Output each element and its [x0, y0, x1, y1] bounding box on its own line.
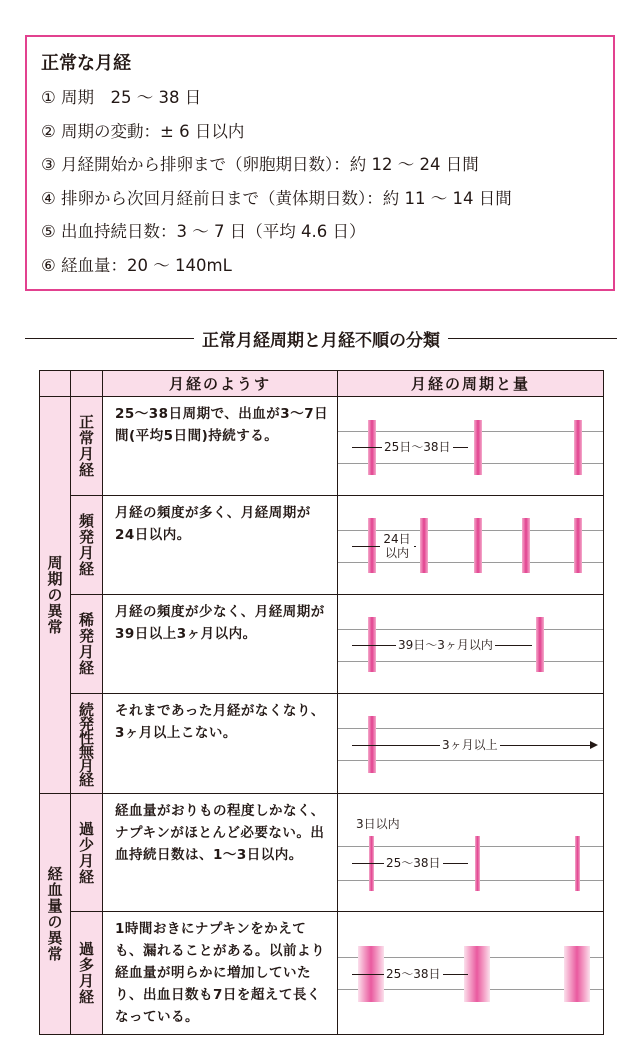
menstruation-bar [474, 420, 482, 475]
cycle-label: 25～38日 [386, 856, 441, 870]
row-desc-hypermenorrhea: 1時間おきにナプキンをかえても、漏れることがある。以前より経血量が明らかに増加していたり、出血日数も7日を超えて長くなっている。 [102, 911, 338, 1035]
group-volume-abnormality: 経血量の異常 [39, 793, 71, 1035]
arrow-right-icon [590, 741, 598, 749]
row-name-infrequent: 稀発月経 [70, 594, 103, 694]
row-name-hypomenorrhea: 過少月経 [70, 793, 103, 912]
menstruation-bar [475, 836, 480, 891]
row-name-frequent: 頻発月経 [70, 495, 103, 595]
menstruation-bar [474, 518, 482, 573]
row-name-secondary-amenorrhea: 続発性無月経 [70, 693, 103, 794]
normal-menstruation-box [25, 35, 615, 291]
row-desc-normal: 25～38日周期で、出血が3～7日間(平均5日間)持続する。 [102, 396, 338, 496]
row-diagram-normal [337, 396, 604, 496]
row-desc-frequent: 月経の頻度が多く、月経周期が24日以内。 [102, 495, 338, 595]
row-desc-infrequent: 月経の頻度が少なく、月経周期が39日以上3ヶ月以内。 [102, 594, 338, 694]
title-rule-right [448, 338, 617, 339]
menstruation-bar [522, 518, 530, 573]
row-desc-secondary-amenorrhea: それまであった月経がなくなり、3ヶ月以上こない。 [102, 693, 338, 794]
box-item-bleeding-days: ⑤ 出血持続日数：3 ～ 7 日（平均 4.6 日） [41, 222, 366, 241]
row-diagram-infrequent [337, 594, 604, 694]
bleeding-days-note: 3日以内 [356, 817, 400, 831]
box-item-blood-volume: ⑥ 経血量：20 ～ 140mL [41, 255, 232, 275]
group-cycle-abnormality: 周期の異常 [39, 396, 71, 794]
grid-line [338, 629, 603, 630]
row-diagram-frequent [337, 495, 604, 595]
cycle-label: 25～38日 [386, 967, 441, 981]
menstruation-bar [420, 518, 428, 573]
box-item-cycle: ① 周期 25 ～ 38 日 [41, 88, 202, 107]
section-title [25, 323, 617, 353]
menstruation-bar [536, 617, 544, 672]
box-item-luteal-phase: ④ 排卵から次回月経前日まで（黄体期日数）：約 11 ～ 14 日間 [41, 188, 512, 208]
grid-line [338, 431, 603, 432]
title-rule-left [25, 338, 194, 339]
header-corner-left [39, 370, 71, 397]
cycle-label: 25日～38日 [384, 440, 451, 454]
grid-line [338, 846, 603, 847]
row-desc-hypomenorrhea: 経血量がおりもの程度しかなく、ナプキンがほとんど必要ない。出血持続日数は、1～3日以内。 [102, 793, 338, 912]
menstruation-bar [574, 420, 582, 475]
row-diagram-hypomenorrhea [337, 793, 604, 912]
row-diagram-hypermenorrhea [337, 911, 604, 1035]
box-item-cycle-variation: ② 周期の変動：± 6 日以内 [41, 121, 245, 141]
menstruation-bar [574, 518, 582, 573]
menstruation-bar [564, 946, 590, 1002]
box-title: 正常な月経 [41, 53, 131, 74]
grid-line [338, 562, 603, 563]
grid-line [338, 880, 603, 881]
cycle-label: 24日以内 [380, 532, 414, 560]
grid-line [338, 530, 603, 531]
row-name-hypermenorrhea: 過多月経 [70, 911, 103, 1035]
grid-line [338, 463, 603, 464]
row-name-normal: 正常月経 [70, 396, 103, 496]
grid-line [338, 661, 603, 662]
grid-line [338, 760, 603, 761]
cycle-label: 3ヶ月以上 [442, 738, 498, 752]
menstruation-bar [575, 836, 580, 891]
grid-line [338, 728, 603, 729]
box-item-follicular-phase: ③ 月経開始から排卵まで（卵胞期日数）：約 12 ～ 24 日間 [41, 155, 479, 174]
header-diagram: 月経の周期と量 [337, 370, 604, 397]
section-title-text: 正常月経周期と月経不順の分類 [202, 330, 440, 351]
row-diagram-secondary-amenorrhea [337, 693, 604, 794]
header-description: 月経のようす [102, 370, 338, 397]
cycle-label: 39日～3ヶ月以内 [398, 638, 493, 652]
header-corner-right [70, 370, 103, 397]
